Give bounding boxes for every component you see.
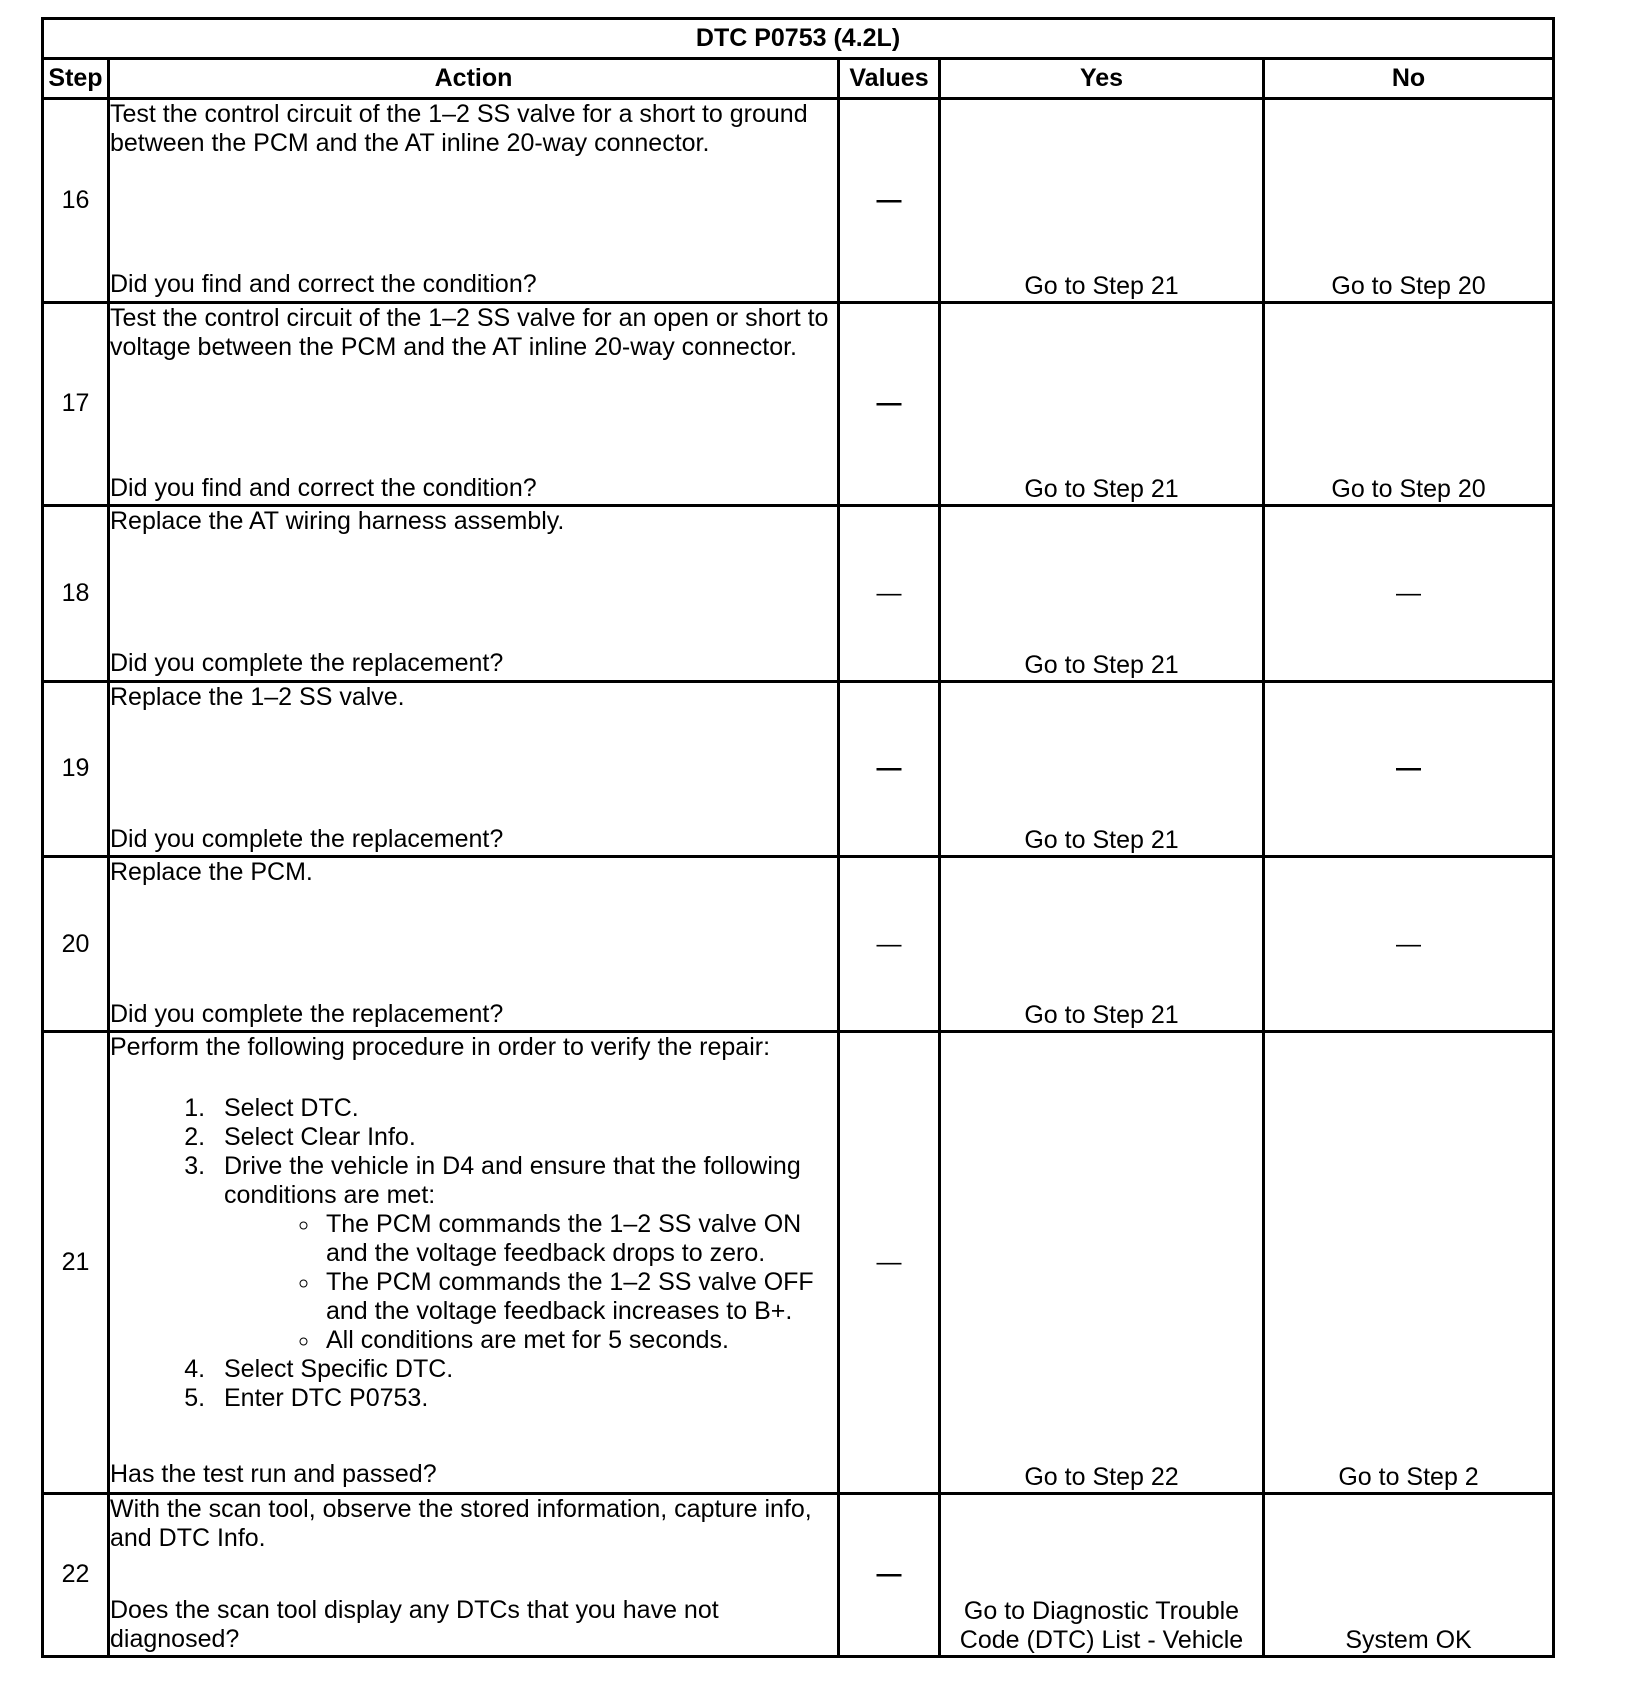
no-cell: — (1264, 681, 1554, 856)
values-cell: — (839, 1493, 940, 1656)
action-text: Replace the PCM. (110, 858, 313, 886)
header-action: Action (109, 59, 839, 99)
action-question: Does the scan tool display any DTCs that you have not diagnosed? (110, 1595, 719, 1653)
yes-cell: Go to Diagnostic Trouble Code (DTC) List - Vehicle (940, 1493, 1264, 1656)
list-item: 5. Enter DTC P0753. (212, 1384, 837, 1413)
diagnostic-table (41, 17, 1555, 1658)
action-text: Test the control circuit of the 1–2 SS valve for a short to ground between the PCM and the AT inline 20-way connector. (110, 100, 808, 158)
sub-list-item: ◦ The PCM commands the 1–2 SS valve OFF and the voltage feedback increases to B+. (321, 1268, 837, 1326)
no-cell: Go to Step 2 (1264, 1032, 1554, 1493)
step-number: 17 (43, 302, 109, 505)
sub-list-item: ◦ All conditions are met for 5 seconds. (321, 1326, 837, 1355)
no-cell: — (1264, 857, 1554, 1032)
step-number: 18 (43, 506, 109, 681)
action-question: Has the test run and passed? (110, 1460, 437, 1489)
no-cell: Go to Step 20 (1264, 99, 1554, 302)
action-text: Replace the 1–2 SS valve. (110, 682, 405, 711)
values-cell: — (839, 681, 940, 856)
list-item-text: Drive the vehicle in D4 and ensure that the following conditions are met: (224, 1152, 801, 1210)
step-number: 16 (43, 99, 109, 302)
yes-cell: Go to Step 21 (940, 857, 1264, 1032)
action-question: Did you complete the replacement? (110, 649, 504, 678)
action-cell (109, 1493, 839, 1656)
yes-cell: Go to Step 21 (940, 506, 1264, 681)
action-question: Did you complete the replacement? (110, 824, 504, 853)
no-cell: System OK (1264, 1493, 1554, 1656)
step-number: 19 (43, 681, 109, 856)
procedure-list (110, 1094, 837, 1413)
table-row (43, 681, 1554, 856)
action-cell (109, 99, 839, 302)
list-item: 2. Select Clear Info. (212, 1123, 837, 1152)
values-cell: — (839, 506, 940, 681)
action-cell (109, 302, 839, 505)
yes-cell: Go to Step 21 (940, 99, 1264, 302)
action-text: With the scan tool, observe the stored information, capture info, and DTC Info. (110, 1494, 812, 1552)
no-cell: Go to Step 20 (1264, 302, 1554, 505)
values-cell: — (839, 1032, 940, 1493)
table-header-row (43, 59, 1554, 99)
list-item (212, 1152, 837, 1355)
table-title-row (43, 19, 1554, 59)
yes-cell: Go to Step 21 (940, 681, 1264, 856)
header-values: Values (839, 59, 940, 99)
condition-list (224, 1210, 837, 1355)
action-text: Test the control circuit of the 1–2 SS valve for an open or short to voltage between the PCM and the AT inline 20-way connector. (110, 303, 829, 361)
action-text: Replace the AT wiring harness assembly. (110, 507, 565, 536)
table-row (43, 99, 1554, 302)
action-cell (109, 857, 839, 1032)
values-cell: — (839, 99, 940, 302)
action-question: Did you find and correct the condition? (110, 270, 537, 299)
action-cell (109, 506, 839, 681)
action-question: Did you find and correct the condition? (110, 473, 537, 502)
table-row (43, 302, 1554, 505)
no-cell: — (1264, 506, 1554, 681)
yes-cell: Go to Step 22 (940, 1032, 1264, 1493)
header-yes: Yes (940, 59, 1264, 99)
action-cell (109, 681, 839, 856)
list-item: 1. Select DTC. (212, 1094, 837, 1123)
values-cell: — (839, 302, 940, 505)
table-row (43, 1032, 1554, 1493)
header-no: No (1264, 59, 1554, 99)
action-cell (109, 1032, 839, 1493)
table-row (43, 857, 1554, 1032)
action-question: Did you complete the replacement? (110, 1000, 504, 1028)
table-title: DTC P0753 (4.2L) (43, 19, 1554, 59)
values-cell: — (839, 857, 940, 1032)
header-step: Step (43, 59, 109, 99)
step-number: 20 (43, 857, 109, 1032)
table-row (43, 1493, 1554, 1656)
step-number: 21 (43, 1032, 109, 1493)
sub-list-item: ◦ The PCM commands the 1–2 SS valve ON and the voltage feedback drops to zero. (321, 1210, 837, 1268)
yes-cell: Go to Step 21 (940, 302, 1264, 505)
action-text: Perform the following procedure in order to verify the repair: (110, 1033, 771, 1062)
step-number: 22 (43, 1493, 109, 1656)
table-row (43, 506, 1554, 681)
list-item: 4. Select Specific DTC. (212, 1355, 837, 1384)
